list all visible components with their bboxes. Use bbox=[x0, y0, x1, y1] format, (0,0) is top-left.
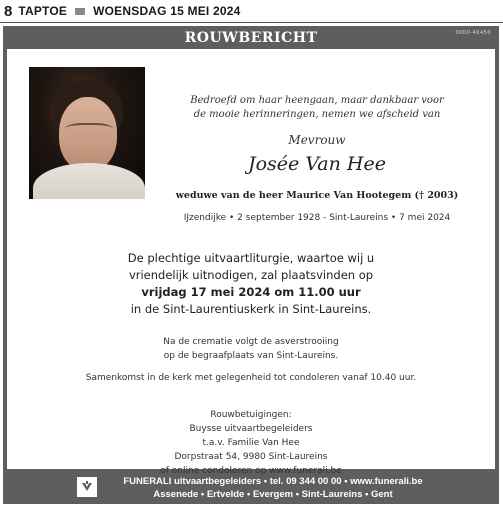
newspaper-name: TAPTOE bbox=[18, 4, 68, 18]
ceremony-details bbox=[51, 250, 451, 318]
header-divider bbox=[0, 22, 503, 23]
honorific: Mevrouw bbox=[288, 133, 346, 147]
intro-text bbox=[157, 94, 477, 122]
condolence-info bbox=[51, 408, 451, 478]
portrait-photo bbox=[29, 67, 145, 199]
cremation-info bbox=[51, 335, 451, 363]
obituary-banner bbox=[3, 26, 499, 49]
condolence-heading: Rouwbetuigingen: bbox=[210, 410, 292, 420]
page-header bbox=[0, 0, 503, 22]
photo-glasses bbox=[65, 123, 113, 137]
funerali-logo-icon bbox=[77, 477, 97, 497]
footer-locations: Assenede • Ertvelde • Evergem • Sint-Laureins • Gent bbox=[153, 489, 393, 500]
attention-of: t.a.v. Familie Van Hee bbox=[202, 438, 300, 448]
separator-square-icon bbox=[75, 8, 85, 15]
banner-title: ROUWBERICHT bbox=[184, 29, 318, 46]
issue-date: WOENSDAG 15 MEI 2024 bbox=[93, 4, 241, 18]
widow-of: weduwe van de heer Maurice Van Hootegem († 2003) bbox=[175, 190, 459, 201]
intro-line-1: Bedroefd om haar heengaan, maar dankbaar voor bbox=[190, 95, 444, 106]
ceremony-line-1: De plechtige uitvaartliturgie, waartoe wij u bbox=[127, 251, 375, 265]
ceremony-date: vrijdag 17 mei 2024 om 11.00 uur bbox=[141, 285, 361, 299]
deceased-name: Josée Van Hee bbox=[248, 153, 386, 175]
funeral-director: Buysse uitvaartbegeleiders bbox=[189, 424, 313, 434]
ceremony-line-2: vriendelijk uitnodigen, zal plaatsvinden op bbox=[128, 268, 374, 282]
gathering-info: Samenkomst in de kerk met gelegenheid tot condoleren vanaf 10.40 uur. bbox=[85, 373, 417, 383]
obituary-content bbox=[7, 49, 495, 476]
obituary-card bbox=[3, 26, 499, 504]
life-dates: IJzendijke • 2 september 1928 - Sint-Laureins • 7 mei 2024 bbox=[183, 213, 451, 223]
online-condolence: of online condoleren op www.funerali.be bbox=[160, 466, 342, 476]
address: Dorpstraat 54, 9980 Sint-Laureins bbox=[174, 452, 328, 462]
footer-contact: FUNERALI uitvaartbegeleiders • tel. 09 344 00 00 • www.funerali.be bbox=[123, 476, 423, 487]
ceremony-location: in de Sint-Laurentiuskerk in Sint-Laureins. bbox=[130, 302, 372, 316]
photo-shoulders bbox=[33, 163, 145, 199]
reference-code: 0000-40450 bbox=[455, 30, 491, 36]
intro-line-2: de mooie herinneringen, nemen we afscheid van bbox=[193, 109, 441, 120]
cremation-line-2: op de begraafplaats van Sint-Laureins. bbox=[163, 351, 339, 361]
page-number: 8 bbox=[4, 2, 13, 20]
cremation-line-1: Na de crematie volgt de asverstrooiing bbox=[163, 337, 339, 347]
funeral-home-footer bbox=[3, 473, 499, 504]
